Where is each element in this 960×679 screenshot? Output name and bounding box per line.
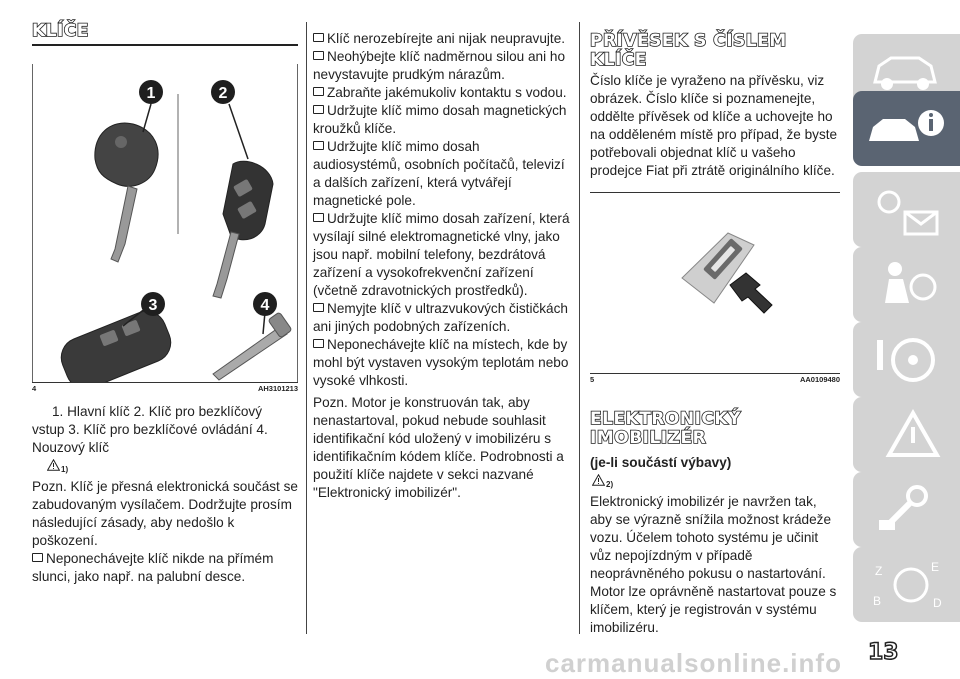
figure-legend: 1. Hlavní klíč 2. Klíč pro bezklíčový vstup 3. Klíč pro bezklíčové ovládání 4. Nouzový klíč xyxy=(32,404,268,455)
keys-bullet-3: Neohýbejte klíč nadměrnou silou ani ho nevystavujte prudkým nárazům. xyxy=(313,48,571,84)
page-number: 13 xyxy=(868,640,899,665)
keys-bullet-9: Neponechávejte klíč na místech, kde by mohl být vystaven vysokým teplotám nebo vysoké vlhkosti. xyxy=(313,336,571,390)
svg-text:2: 2 xyxy=(218,85,228,102)
section-title-keys: KLÍČE xyxy=(32,21,89,41)
column-tag-immobilizer xyxy=(590,32,840,637)
warning-reference: 1) xyxy=(32,459,298,475)
figure-code-5: AA0109480 xyxy=(799,375,840,384)
figure-number-5: 5 xyxy=(590,375,595,384)
figure-caption-row xyxy=(32,382,298,393)
chapter-tab-driving[interactable] xyxy=(853,322,960,397)
section-title-immobilizer: ELEKTRONICKÝ IMOBILIZÉR xyxy=(590,409,741,448)
key-tag-illustration xyxy=(590,193,840,373)
immobilizer-subtitle: (je-li součástí výbavy) xyxy=(590,455,732,470)
specs-icon xyxy=(865,557,945,612)
keys-bullet-1: Neponechávejte klíč nikde na přímém slunci, jako např. na palubní desce. xyxy=(32,550,298,586)
keyless-operation-key-drawing xyxy=(55,305,176,382)
svg-text:B: B xyxy=(873,594,882,608)
steering-icon xyxy=(865,332,945,387)
figure-key-tag xyxy=(590,192,840,373)
svg-text:4: 4 xyxy=(260,297,270,314)
watermark: carmanualsonline.info xyxy=(545,648,842,678)
chapter-tab-service[interactable] xyxy=(853,472,960,547)
keys-bullet-6: Udržujte klíč mimo dosah audiosystémů, osobních počítačů, televizí a dalších zařízení, která vytvářejí magnetické pole. xyxy=(313,138,571,210)
svg-text:D: D xyxy=(933,596,942,610)
keyless-entry-key-drawing xyxy=(213,161,273,298)
chapter-tab-specs[interactable] xyxy=(853,547,960,622)
main-key-drawing xyxy=(95,123,158,262)
light-warning-icon xyxy=(865,182,945,237)
column-keys-continued xyxy=(313,30,571,502)
chapter-tab-emergency[interactable] xyxy=(853,397,960,472)
warning-reference-2: 2) xyxy=(590,474,840,490)
callout-1 xyxy=(139,80,163,132)
immobilizer-text: Elektronický imobilizér je navržen tak, aby se výrazně snížila možnost krádeže vozu. Účelem tohoto systému je učinit vůz nepojízdným v případě neoprávněného pokusu o nastartování. Motor lze oprávněně nastartovat pouze s klíčem, který je registrován v systému imobilizéru. xyxy=(590,494,837,635)
warning-triangle-icon xyxy=(47,459,60,471)
figure-caption-row-5 xyxy=(590,373,840,384)
svg-text:E: E xyxy=(931,560,940,574)
figure-code: AH3101213 xyxy=(257,384,298,393)
car-info-icon xyxy=(865,101,945,156)
key-tag-text: Číslo klíče je vyraženo na přívěsku, viz obrázek. Číslo klíče si poznamenejte, oddělte přívěsek od klíče a uchovejte ho na odděleném místě pro případ, že byste potřebovali objednat klíč u vašeho prodejce Fiat při ztrátě originálního klíče. xyxy=(590,73,838,178)
keys-bullet-4: Zabraňte jakémukoliv kontaktu s vodou. xyxy=(313,84,571,102)
airbag-icon xyxy=(865,257,945,312)
service-icon xyxy=(865,482,945,537)
svg-text:3: 3 xyxy=(148,297,158,314)
figure-number: 4 xyxy=(32,384,37,393)
svg-text:1: 1 xyxy=(146,85,156,102)
chapter-tab-lights[interactable] xyxy=(853,172,960,247)
figure-keys xyxy=(32,64,298,382)
column-keys xyxy=(32,22,298,586)
chapter-tab-safety[interactable] xyxy=(853,247,960,322)
column-divider-1 xyxy=(306,22,307,634)
keys-bullet-5: Udržujte klíč mimo dosah magnetických kroužků klíče. xyxy=(313,102,571,138)
warning-triangle-icon xyxy=(592,474,605,486)
keys-intro: Pozn. Klíč je přesná elektronická součást se zabudovaným vysílačem. Dodržujte prosím následující zásady, aby nedošlo k poškození. xyxy=(32,479,298,548)
callout-2 xyxy=(211,80,248,159)
emergency-key-drawing xyxy=(213,312,292,380)
keys-bullet-2: Klíč nerozebírejte ani nijak neupravujte. xyxy=(313,30,571,48)
keys-bullet-7: Udržujte klíč mimo dosah zařízení, která vysílají silné elektromagnetické vlny, jako jsou např. mobilní telefony, bezdrátová zařízení a vysokofrekvenční zařízení (včetně zdravotnických prostředků). xyxy=(313,211,570,298)
chapter-tab-car-info[interactable] xyxy=(853,91,960,166)
emergency-icon xyxy=(865,407,945,462)
keys-bullet-8: Nemyjte klíč v ultrazvukových čističkách ani jiných podobných zařízeních. xyxy=(313,300,571,336)
section-title-key-tag: PŘÍVĚSEK S ČÍSLEM KLÍČE xyxy=(590,31,787,70)
svg-text:Z: Z xyxy=(875,564,883,578)
title-rule xyxy=(32,44,298,46)
keys-illustration xyxy=(33,64,299,382)
immobilizer-note: Pozn. Motor je konstruován tak, aby nenastartoval, pokud nebude souhlasit identifikační kód uložený v imobilizéru s identifikačním kódem klíče. Podrobnosti a použití klíče najdete v sekci nazvané "Elektronický imobilizér". xyxy=(313,395,564,500)
column-divider-2 xyxy=(579,22,580,634)
